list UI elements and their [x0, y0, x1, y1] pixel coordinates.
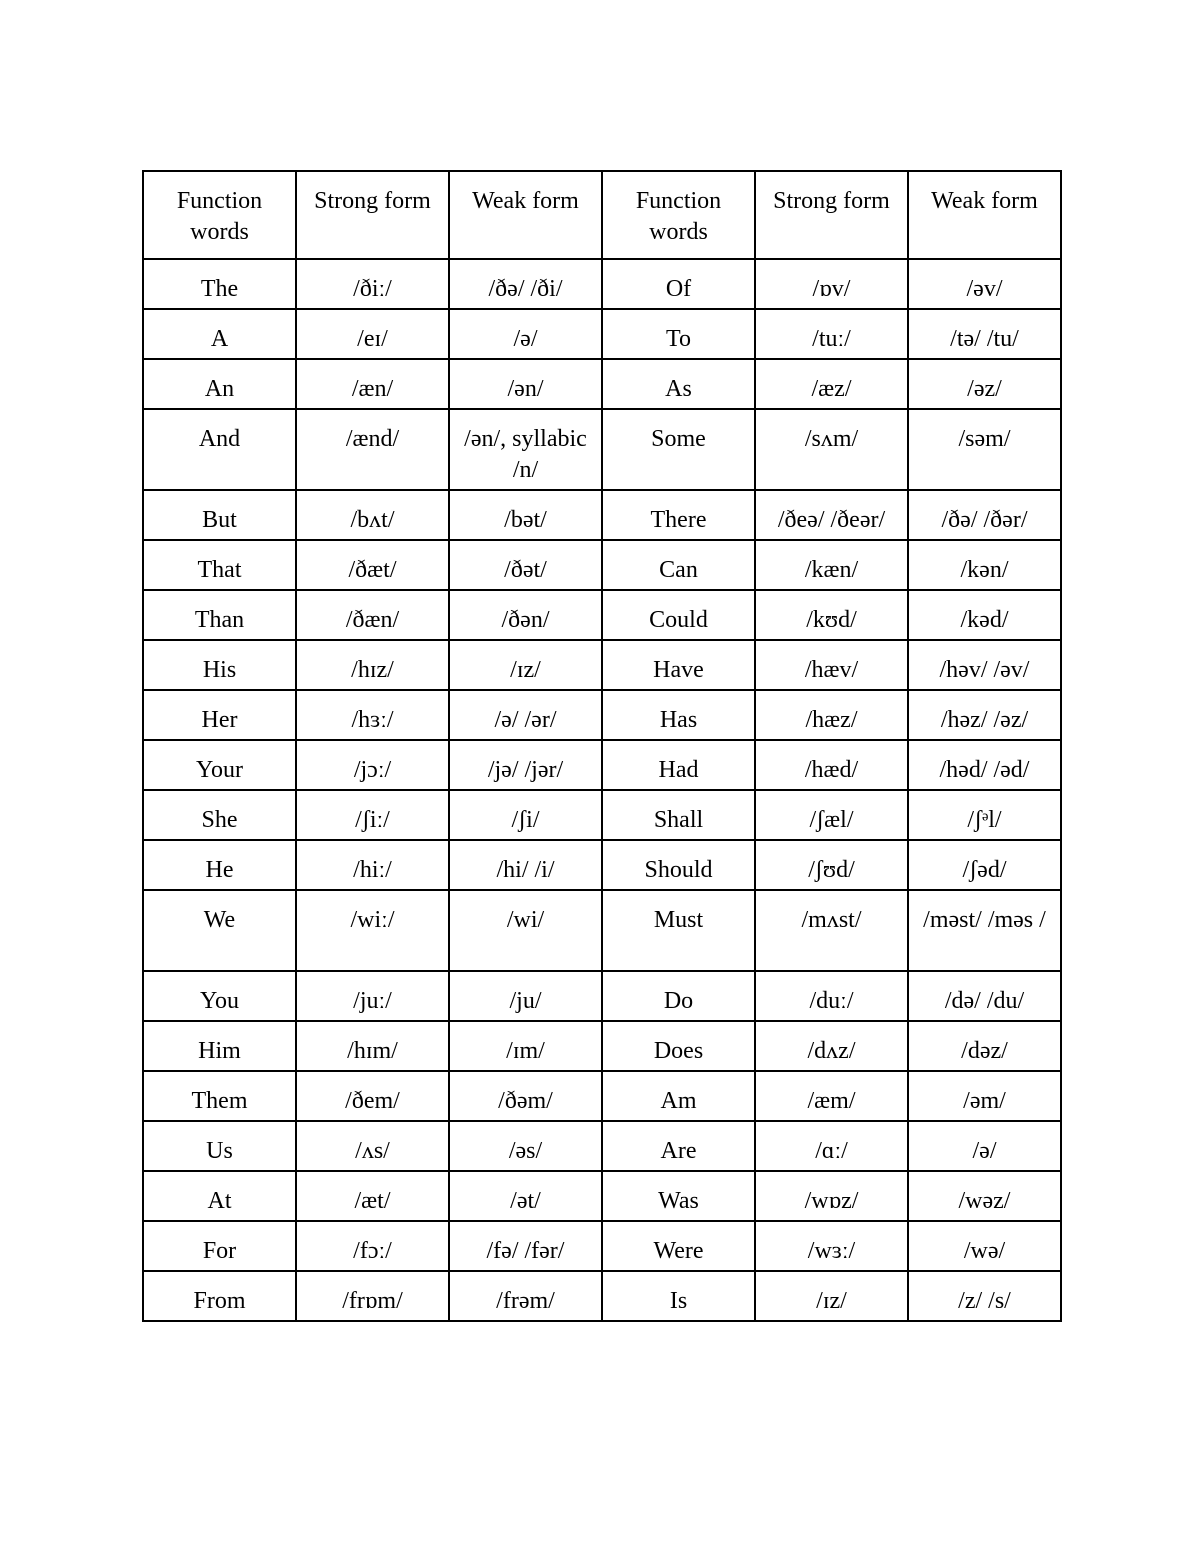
strong-form-cell: /duː/: [755, 971, 908, 1021]
strong-form-cell: /æn/: [296, 359, 449, 409]
strong-form-cell: /hæv/: [755, 640, 908, 690]
function-words-table: [142, 170, 1062, 1322]
weak-form-cell: /kəd/: [908, 590, 1061, 640]
function-word-cell: Is: [602, 1271, 755, 1321]
strong-form-cell: /wɒz/: [755, 1171, 908, 1221]
strong-form-cell: /ʌs/: [296, 1121, 449, 1171]
weak-form-cell: /jə/ /jər/: [449, 740, 602, 790]
weak-form-cell: /həd/ /əd/: [908, 740, 1061, 790]
weak-form-cell: /ət/: [449, 1171, 602, 1221]
function-word-cell: Was: [602, 1171, 755, 1221]
strong-form-cell: /æt/: [296, 1171, 449, 1221]
table-row: [143, 1121, 1061, 1171]
header-cell-strong-form: Strong form: [296, 171, 449, 259]
weak-form-cell: /həz/ /əz/: [908, 690, 1061, 740]
weak-form-cell: /ɪz/: [449, 640, 602, 690]
table-row: [143, 1071, 1061, 1121]
strong-form-cell: /sʌm/: [755, 409, 908, 490]
function-word-cell: Do: [602, 971, 755, 1021]
strong-form-cell: /ɑː/: [755, 1121, 908, 1171]
weak-form-cell: /tə/ /tu/: [908, 309, 1061, 359]
weak-form-cell: /bət/: [449, 490, 602, 540]
function-word-cell: She: [143, 790, 296, 840]
table-row: [143, 790, 1061, 840]
function-word-cell: Some: [602, 409, 755, 490]
strong-form-cell: /æz/: [755, 359, 908, 409]
weak-form-cell: /ə/: [908, 1121, 1061, 1171]
weak-form-cell: /ə/: [449, 309, 602, 359]
function-word-cell: An: [143, 359, 296, 409]
function-word-cell: Your: [143, 740, 296, 790]
function-word-cell: As: [602, 359, 755, 409]
function-word-cell: But: [143, 490, 296, 540]
strong-form-cell: /ðem/: [296, 1071, 449, 1121]
function-word-cell: Have: [602, 640, 755, 690]
weak-form-cell: /hi/ /i/: [449, 840, 602, 890]
function-word-cell: From: [143, 1271, 296, 1321]
table-row: [143, 540, 1061, 590]
weak-form-cell: /də/ /du/: [908, 971, 1061, 1021]
function-word-cell: Has: [602, 690, 755, 740]
weak-form-cell: /ðə/ /ðər/: [908, 490, 1061, 540]
strong-form-cell: /hæd/: [755, 740, 908, 790]
weak-form-cell: /ən/: [449, 359, 602, 409]
strong-form-cell: /kæn/: [755, 540, 908, 590]
function-word-cell: Us: [143, 1121, 296, 1171]
strong-form-cell: /hiː/: [296, 840, 449, 890]
weak-form-cell: /dəz/: [908, 1021, 1061, 1071]
strong-form-cell: /hɪz/: [296, 640, 449, 690]
strong-form-cell: /eɪ/: [296, 309, 449, 359]
function-word-cell: For: [143, 1221, 296, 1271]
weak-form-cell: /fə/ /fər/: [449, 1221, 602, 1271]
table-row: [143, 740, 1061, 790]
weak-form-cell: /frəm/: [449, 1271, 602, 1321]
function-word-cell: That: [143, 540, 296, 590]
function-word-cell: Could: [602, 590, 755, 640]
weak-form-cell: /əz/: [908, 359, 1061, 409]
weak-form-cell: /kən/: [908, 540, 1061, 590]
function-word-cell: Should: [602, 840, 755, 890]
weak-form-cell: /səm/: [908, 409, 1061, 490]
function-word-cell: Are: [602, 1121, 755, 1171]
function-word-cell: A: [143, 309, 296, 359]
strong-form-cell: /bʌt/: [296, 490, 449, 540]
function-word-cell: We: [143, 890, 296, 971]
table-row: [143, 359, 1061, 409]
weak-form-cell: /wə/: [908, 1221, 1061, 1271]
table-row: [143, 590, 1061, 640]
strong-form-cell: /dʌz/: [755, 1021, 908, 1071]
header-cell-function-words-2: Function words: [602, 171, 755, 259]
function-word-cell: His: [143, 640, 296, 690]
header-cell-strong-form-2: Strong form: [755, 171, 908, 259]
function-word-cell: Must: [602, 890, 755, 971]
strong-form-cell: /ɒv/: [755, 259, 908, 309]
strong-form-cell: /ɪz/: [755, 1271, 908, 1321]
weak-form-cell: /ðə/ /ði/: [449, 259, 602, 309]
table-row: [143, 1271, 1061, 1321]
function-word-cell: You: [143, 971, 296, 1021]
table-row: [143, 890, 1061, 971]
function-word-cell: Am: [602, 1071, 755, 1121]
table-row: [143, 840, 1061, 890]
table-row: [143, 1171, 1061, 1221]
strong-form-cell: /ʃʊd/: [755, 840, 908, 890]
weak-form-cell: /ʃəd/: [908, 840, 1061, 890]
strong-form-cell: /jɔː/: [296, 740, 449, 790]
weak-form-cell: /ɪm/: [449, 1021, 602, 1071]
table-row: [143, 690, 1061, 740]
function-word-cell: Does: [602, 1021, 755, 1071]
weak-form-cell: /ju/: [449, 971, 602, 1021]
weak-form-cell: /wi/: [449, 890, 602, 971]
function-word-cell: There: [602, 490, 755, 540]
strong-form-cell: /ðeə/ /ðeər/: [755, 490, 908, 540]
weak-form-cell: /ðən/: [449, 590, 602, 640]
strong-form-cell: /kʊd/: [755, 590, 908, 640]
table-row: [143, 640, 1061, 690]
weak-form-cell: /əv/: [908, 259, 1061, 309]
function-word-cell: Shall: [602, 790, 755, 840]
table-row: [143, 309, 1061, 359]
strong-form-cell: /fɔː/: [296, 1221, 449, 1271]
weak-form-cell: /ən/, syllabic /n/: [449, 409, 602, 490]
function-word-cell: Had: [602, 740, 755, 790]
strong-form-cell: /wɜː/: [755, 1221, 908, 1271]
table-row: [143, 1221, 1061, 1271]
function-word-cell: Them: [143, 1071, 296, 1121]
strong-form-cell: /wiː/: [296, 890, 449, 971]
strong-form-cell: /æm/: [755, 1071, 908, 1121]
strong-form-cell: /tuː/: [755, 309, 908, 359]
function-word-cell: He: [143, 840, 296, 890]
strong-form-cell: /hæz/: [755, 690, 908, 740]
weak-form-cell: /ðəm/: [449, 1071, 602, 1121]
strong-form-cell: /ðæn/: [296, 590, 449, 640]
weak-form-cell: /ʃi/: [449, 790, 602, 840]
header-cell-weak-form-2: Weak form: [908, 171, 1061, 259]
strong-form-cell: /ænd/: [296, 409, 449, 490]
weak-form-cell: /məst/ /məs /: [908, 890, 1061, 971]
table-row: [143, 1021, 1061, 1071]
table-row: [143, 259, 1061, 309]
strong-form-cell: /ðiː/: [296, 259, 449, 309]
strong-form-cell: /ʃæl/: [755, 790, 908, 840]
strong-form-cell: /hɜː/: [296, 690, 449, 740]
function-word-cell: At: [143, 1171, 296, 1221]
strong-form-cell: /ʃiː/: [296, 790, 449, 840]
weak-form-cell: /həv/ /əv/: [908, 640, 1061, 690]
function-word-cell: Were: [602, 1221, 755, 1271]
function-word-cell: Than: [143, 590, 296, 640]
header-cell-weak-form: Weak form: [449, 171, 602, 259]
function-word-cell: Can: [602, 540, 755, 590]
strong-form-cell: /frɒm/: [296, 1271, 449, 1321]
table-row: [143, 490, 1061, 540]
weak-form-cell: /wəz/: [908, 1171, 1061, 1221]
weak-form-cell: /ʃᵊl/: [908, 790, 1061, 840]
function-word-cell: The: [143, 259, 296, 309]
function-word-cell: Him: [143, 1021, 296, 1071]
table-header-row: [143, 171, 1061, 259]
table-row: [143, 971, 1061, 1021]
function-word-cell: And: [143, 409, 296, 490]
weak-form-cell: /z/ /s/: [908, 1271, 1061, 1321]
weak-form-cell: /ə/ /ər/: [449, 690, 602, 740]
strong-form-cell: /ðæt/: [296, 540, 449, 590]
weak-form-cell: /əs/: [449, 1121, 602, 1171]
weak-form-cell: /ðət/: [449, 540, 602, 590]
function-word-cell: To: [602, 309, 755, 359]
header-cell-function-words: Function words: [143, 171, 296, 259]
table-row: [143, 409, 1061, 490]
strong-form-cell: /mʌst/: [755, 890, 908, 971]
strong-form-cell: /hɪm/: [296, 1021, 449, 1071]
strong-form-cell: /juː/: [296, 971, 449, 1021]
function-word-cell: Of: [602, 259, 755, 309]
function-word-cell: Her: [143, 690, 296, 740]
weak-form-cell: /əm/: [908, 1071, 1061, 1121]
